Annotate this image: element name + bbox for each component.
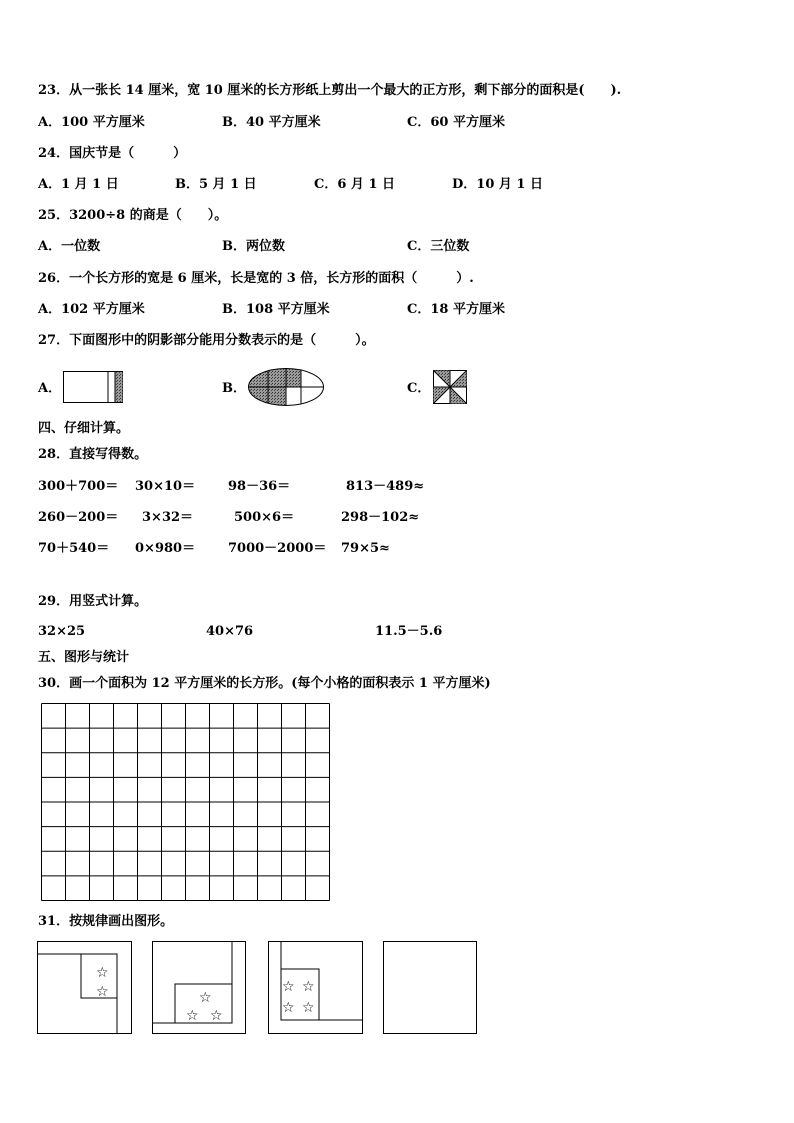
q27-figure-a bbox=[63, 371, 123, 403]
section-4-title: 四、仔细计算。 bbox=[38, 421, 130, 436]
q28-r3-c1: 70＋540＝ bbox=[38, 541, 110, 556]
q27-option-b[interactable]: B． bbox=[222, 381, 246, 396]
q23-option-c[interactable]: C．60 平方厘米 bbox=[407, 115, 505, 130]
star-icon: ☆ bbox=[199, 990, 212, 1006]
star-icon: ☆ bbox=[302, 979, 315, 995]
q28-r2-c4: 298－102≈ bbox=[341, 510, 420, 525]
q28-r1-c1: 300＋700＝ bbox=[38, 479, 119, 494]
q27-stem: 27．下面图形中的阴影部分能用分数表示的是（ ）。 bbox=[38, 333, 375, 348]
q29-item-1: 32×25 bbox=[38, 624, 86, 639]
q29-item-2: 40×76 bbox=[206, 624, 254, 639]
q24-stem: 24．国庆节是（ ） bbox=[38, 146, 187, 161]
q26-option-b[interactable]: B．108 平方厘米 bbox=[222, 302, 330, 317]
q25-option-a[interactable]: A．一位数 bbox=[38, 239, 101, 254]
q23-option-b[interactable]: B．40 平方厘米 bbox=[222, 115, 321, 130]
q30-grid[interactable] bbox=[41, 703, 331, 902]
q28-r3-c4: 79×5≈ bbox=[341, 541, 390, 556]
q28-r2-c3: 500×6＝ bbox=[234, 510, 295, 525]
q26-option-c[interactable]: C．18 平方厘米 bbox=[407, 302, 505, 317]
star-icon: ☆ bbox=[96, 984, 109, 1000]
q26-stem: 26．一个长方形的宽是 6 厘米，长是宽的 3 倍，长方形的面积（ ）. bbox=[38, 271, 474, 286]
q25-stem: 25．3200÷8 的商是（ ）。 bbox=[38, 208, 228, 223]
q28-stem: 28．直接写得数。 bbox=[38, 447, 148, 462]
q31-answer-box[interactable] bbox=[383, 941, 479, 1037]
q28-r2-c2: 3×32＝ bbox=[142, 510, 194, 525]
section-5-title: 五、图形与统计 bbox=[38, 650, 130, 665]
q29-stem: 29．用竖式计算。 bbox=[38, 594, 148, 609]
star-icon: ☆ bbox=[282, 979, 295, 995]
q26-option-a[interactable]: A．102 平方厘米 bbox=[38, 302, 145, 317]
q24-option-c[interactable]: C．6 月 1 日 bbox=[314, 177, 396, 192]
q24-option-a[interactable]: A．1 月 1 日 bbox=[38, 177, 119, 192]
star-icon: ☆ bbox=[96, 965, 109, 981]
star-icon: ☆ bbox=[210, 1008, 223, 1024]
q28-r3-c3: 7000－2000＝ bbox=[228, 541, 327, 556]
q29-item-3: 11.5－5.6 bbox=[375, 624, 443, 639]
q28-r2-c1: 260－200＝ bbox=[38, 510, 119, 525]
q28-r3-c2: 0×980＝ bbox=[135, 541, 196, 556]
q23-stem: 23．从一张长 14 厘米，宽 10 厘米的长方形纸上剪出一个最大的正方形，剩下部分的面积是( ). bbox=[38, 83, 622, 98]
star-icon: ☆ bbox=[186, 1008, 199, 1024]
q24-option-d[interactable]: D．10 月 1 日 bbox=[452, 177, 543, 192]
q31-pattern-1 bbox=[37, 941, 133, 1037]
q31-stem: 31．按规律画出图形。 bbox=[38, 914, 174, 929]
q27-option-c[interactable]: C． bbox=[407, 381, 431, 396]
q30-stem: 30．画一个面积为 12 平方厘米的长方形。(每个小格的面积表示 1 平方厘米) bbox=[38, 676, 491, 691]
q23-option-a[interactable]: A．100 平方厘米 bbox=[38, 115, 145, 130]
q28-r1-c3: 98－36＝ bbox=[228, 479, 291, 494]
q31-pattern-2 bbox=[152, 941, 248, 1037]
star-icon: ☆ bbox=[282, 1000, 295, 1016]
q25-option-b[interactable]: B．两位数 bbox=[222, 239, 285, 254]
q28-r1-c4: 813－489≈ bbox=[346, 479, 425, 494]
q27-figure-c bbox=[433, 370, 467, 404]
q27-option-a[interactable]: A． bbox=[38, 381, 62, 396]
q25-option-c[interactable]: C．三位数 bbox=[407, 239, 470, 254]
q31-pattern-3 bbox=[268, 941, 364, 1037]
q24-option-b[interactable]: B．5 月 1 日 bbox=[175, 177, 257, 192]
q28-r1-c2: 30×10＝ bbox=[135, 479, 196, 494]
q27-figure-b bbox=[248, 368, 324, 406]
star-icon: ☆ bbox=[302, 1000, 315, 1016]
